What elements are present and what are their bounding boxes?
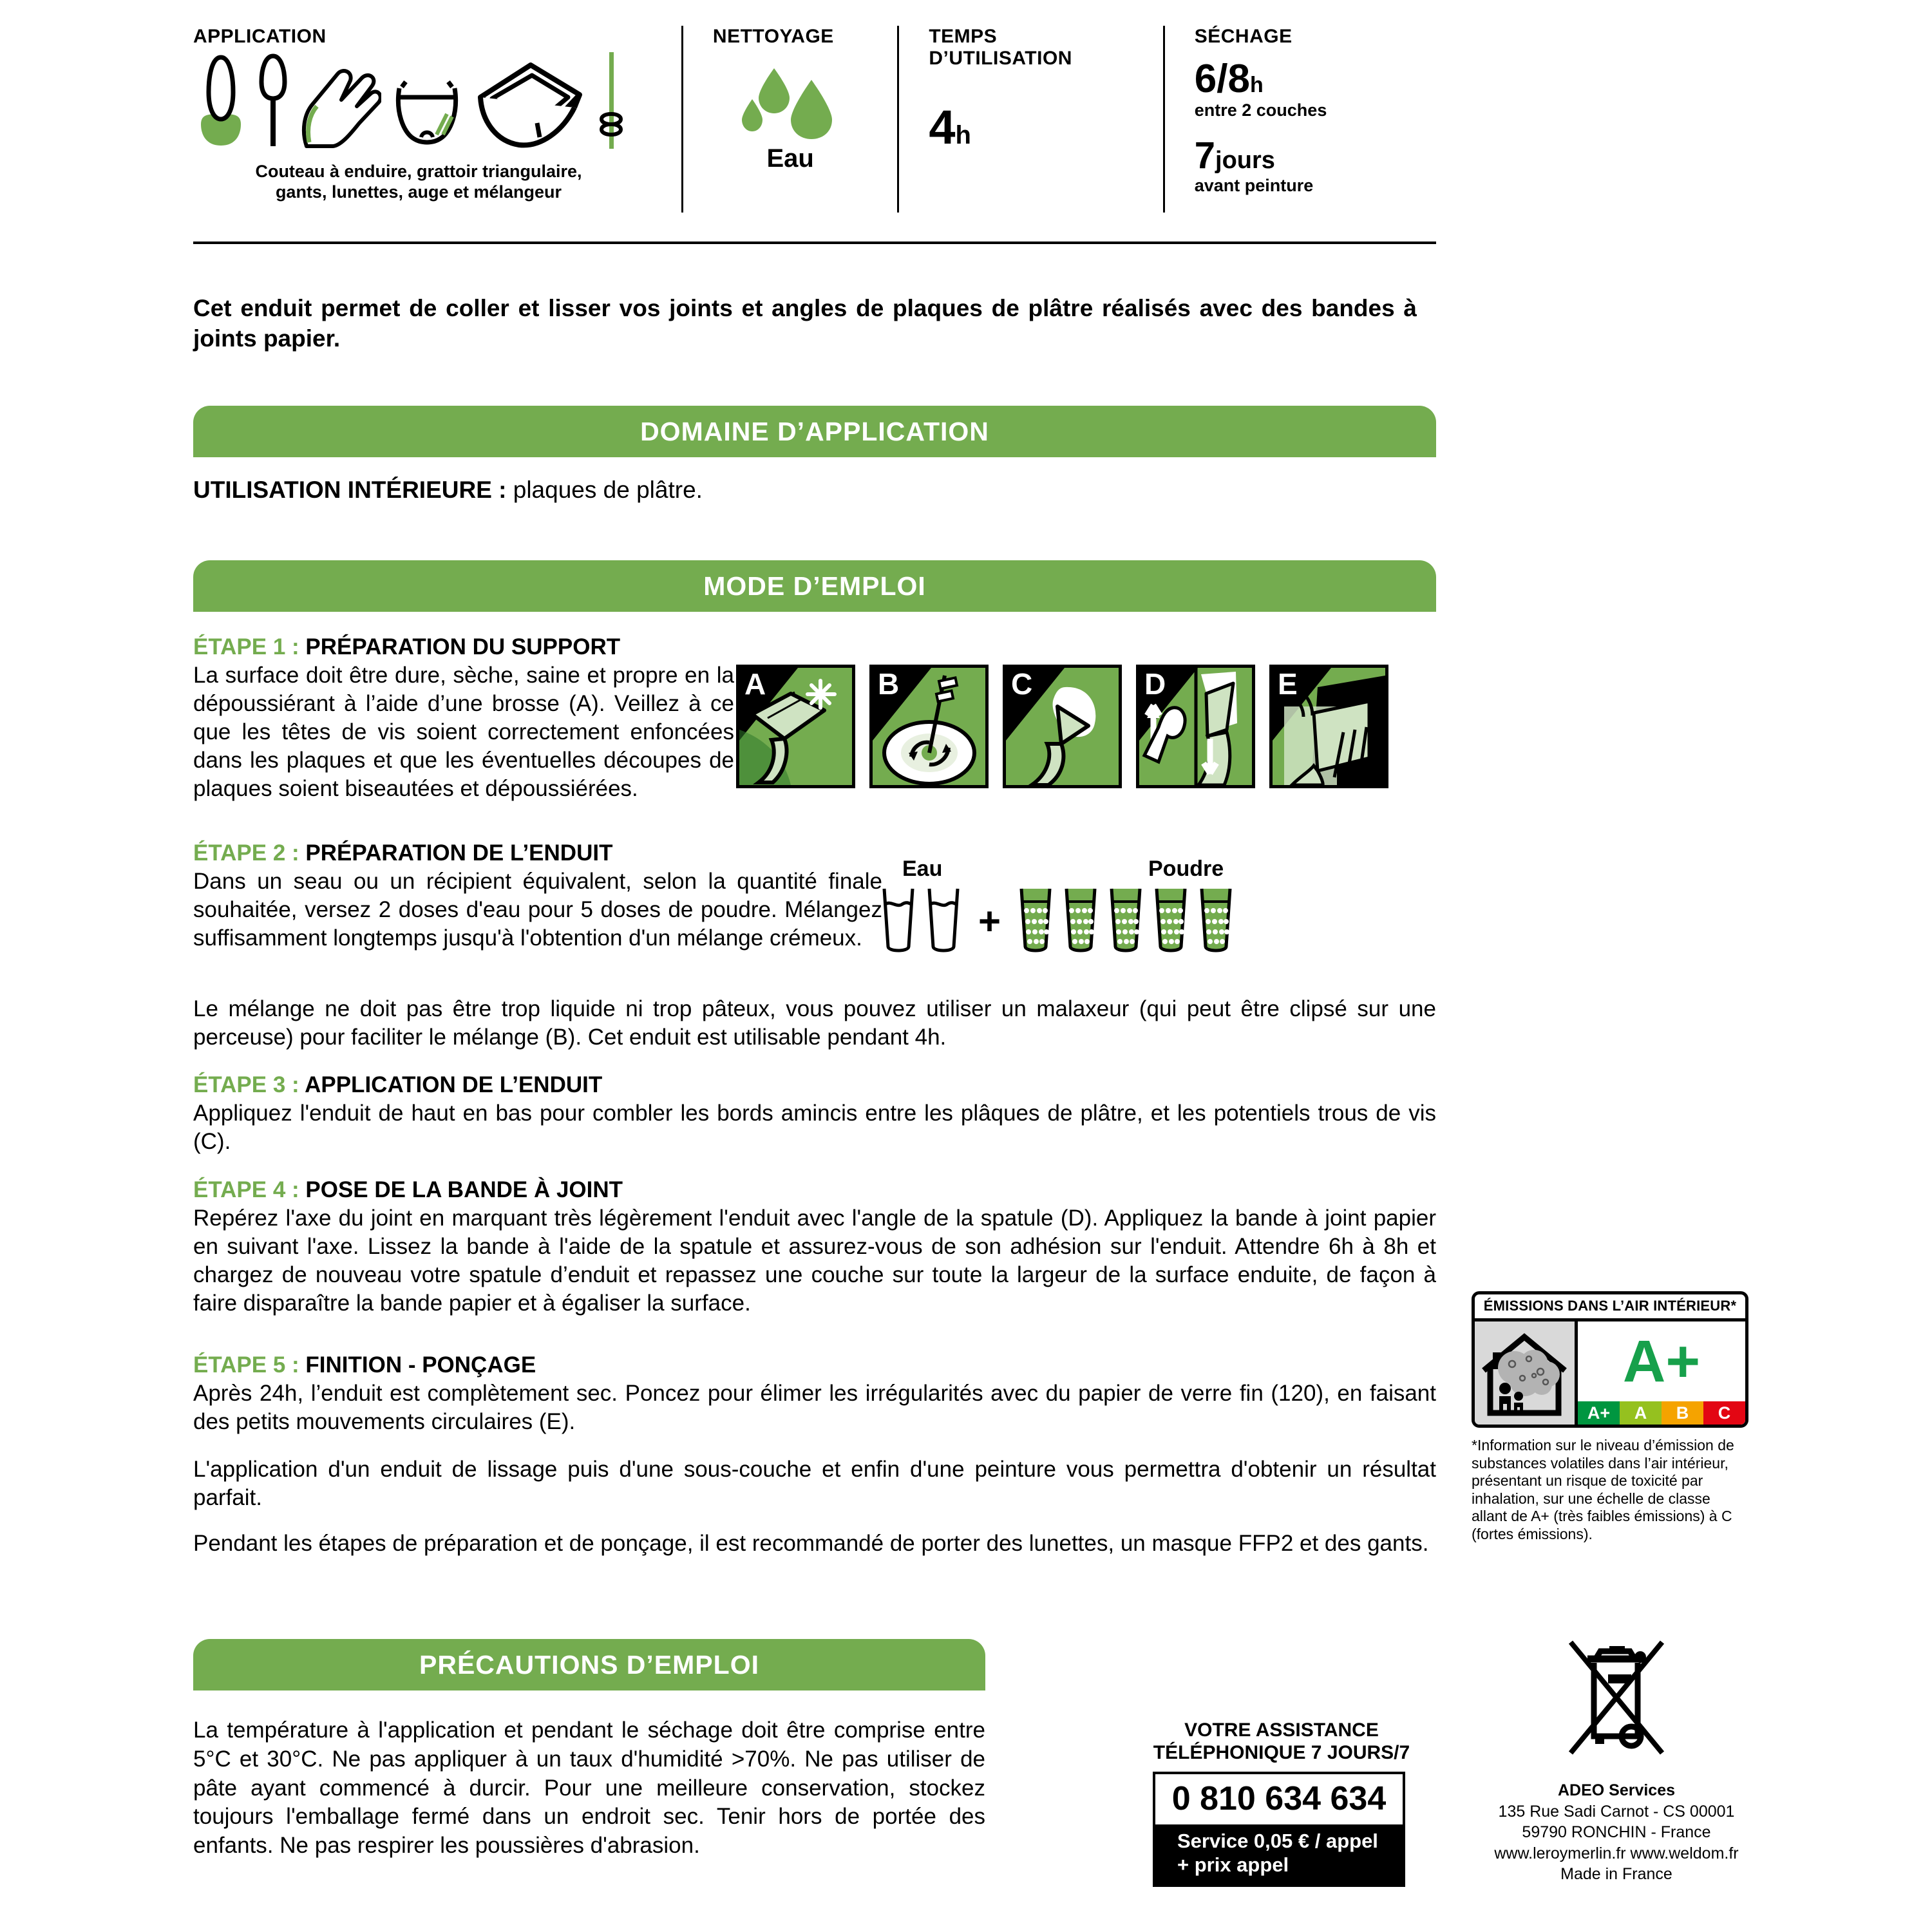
panel-e-letter: E bbox=[1278, 667, 1298, 701]
step-5-title: FINITION - PONÇAGE bbox=[305, 1352, 536, 1378]
assistance-block bbox=[1153, 1719, 1410, 1887]
step-4-number: ÉTAPE 4 : bbox=[193, 1177, 306, 1202]
emissions-grade-area bbox=[1578, 1321, 1745, 1425]
powder-glass-icon bbox=[1061, 885, 1100, 959]
glasses-row bbox=[879, 885, 1235, 959]
mix-powder-label: Poudre bbox=[1148, 857, 1224, 881]
assistance-service-cost bbox=[1155, 1824, 1403, 1884]
company-origin: Made in France bbox=[1560, 1865, 1672, 1883]
panel-d bbox=[1136, 665, 1255, 788]
sechage-value-1 bbox=[1194, 56, 1436, 101]
step-4-text: Repérez l'axe du joint en marquant très légèrement l'enduit avec l'angle de la spatule (D). Appliquez la bande à joint papier en suivant l'axe. Lissez la bande à l'aide de la spatule et assurez-vous de son adhésion sur l'enduit. Attendre 6h à 8h et chargez de nouveau votre spatule d’enduit et repassez une couche sur toute la largeur de la surface enduite, de façon à faire disparaître la bande papier et à égaliser la surface. bbox=[193, 1206, 1436, 1316]
step-5-extra-2 bbox=[193, 1530, 1436, 1558]
sechage-title: SÉCHAGE bbox=[1194, 26, 1293, 47]
assistance-phone-box[interactable] bbox=[1153, 1772, 1405, 1887]
temps-title-line2: D’UTILISATION bbox=[929, 47, 1072, 69]
step-4-heading bbox=[193, 1177, 1436, 1203]
step-2-title: PRÉPARATION DE L’ENDUIT bbox=[305, 840, 613, 866]
header-icon-strip bbox=[193, 26, 1436, 219]
divider bbox=[897, 26, 899, 213]
mixing-tub-icon bbox=[473, 52, 585, 152]
step-1-heading bbox=[193, 634, 734, 660]
divider bbox=[1163, 26, 1165, 213]
temps-title-line1: TEMPS bbox=[929, 26, 998, 47]
panel-c-letter: C bbox=[1011, 667, 1033, 701]
step-2-heading bbox=[193, 840, 882, 866]
putty-knife-icon bbox=[193, 52, 249, 152]
company-block bbox=[1449, 1623, 1784, 1885]
tools-caption-line2: gants, lunettes, auge et mélangeur bbox=[275, 182, 562, 202]
step-4-title: POSE DE LA BANDE À JOINT bbox=[305, 1177, 623, 1202]
sechage-u1: h bbox=[1249, 72, 1264, 97]
step-5-extra-1-paragraph: L'application d'un enduit de lissage puis d'une sous-couche et enfin d'une peinture vous permettra d'obtenir un résultat parfait. bbox=[193, 1457, 1436, 1511]
step-3-title: APPLICATION DE L’ENDUIT bbox=[305, 1072, 603, 1097]
step-1-number: ÉTAPE 1 : bbox=[193, 634, 306, 659]
nettoyage-column bbox=[713, 26, 868, 219]
scale-b: B bbox=[1662, 1401, 1703, 1425]
sechage-value-2 bbox=[1194, 134, 1436, 176]
safety-glasses-icon bbox=[385, 52, 469, 152]
panel-b bbox=[869, 665, 989, 788]
company-address-line1: 135 Rue Sadi Carnot - CS 00001 bbox=[1498, 1802, 1735, 1821]
powder-glass-icon bbox=[1106, 885, 1145, 959]
company-address-line2: 59790 RONCHIN - France bbox=[1522, 1823, 1711, 1841]
step-3-text: Appliquez l'enduit de haut en bas pour combler les bords amincis entre les plâques de plâtre, et les potentiels trous de vis (C). bbox=[193, 1101, 1436, 1155]
scale-a-plus: A+ bbox=[1578, 1401, 1620, 1425]
tools-caption bbox=[193, 161, 644, 203]
crossed-wheelie-bin-icon bbox=[1449, 1623, 1784, 1771]
assistance-cost-line2: + prix appel bbox=[1177, 1853, 1289, 1876]
tools-icon-row bbox=[193, 55, 652, 152]
mixing-ratio-diagram bbox=[879, 857, 1388, 979]
banner-precautions-emploi: PRÉCAUTIONS D’EMPLOI bbox=[193, 1639, 985, 1690]
tools-caption-line1: Couteau à enduire, grattoir triangulaire, bbox=[255, 161, 582, 181]
step-3 bbox=[193, 1072, 1436, 1156]
step-5 bbox=[193, 1352, 1436, 1436]
company-websites[interactable]: www.leroymerlin.fr www.weldom.fr bbox=[1494, 1844, 1739, 1862]
step-1-text: La surface doit être dure, sèche, saine et propre en la dépoussiérant à l’aide d’une brosse (A). Veillez à ce que les têtes de vis soient correctement enfoncées dans les plaques et que les éventuelles découpes de plaques soient biseautées et dépoussiérées. bbox=[193, 663, 734, 802]
step-2-extra-paragraph: Le mélange ne doit pas être trop liquide ni trop pâteux, vous pouvez utiliser un malaxeur (qui peut être clipsé sur une perceuse) pour faciliter le mélange (B). Cet enduit est utilisable pendant 4h. bbox=[193, 996, 1436, 1050]
step-2-number: ÉTAPE 2 : bbox=[193, 840, 306, 866]
scale-a: A bbox=[1620, 1401, 1662, 1425]
step-5-extra-1 bbox=[193, 1455, 1436, 1512]
panel-a-letter: A bbox=[744, 667, 766, 701]
panel-b-letter: B bbox=[878, 667, 900, 701]
step-2-text: Dans un seau ou un récipient équivalent, selon la quantité finale souhaitée, versez 2 doses d'eau pour 5 doses de poudre. Mélangez suffisamment longtemps jusqu'à l'obtention d'un mélange crémeux. bbox=[193, 869, 882, 951]
temps-utilisation-title bbox=[929, 26, 1133, 69]
scale-c: C bbox=[1703, 1401, 1745, 1425]
assistance-title-line2: TÉLÉPHONIQUE 7 JOURS/7 bbox=[1153, 1741, 1410, 1763]
assistance-title-line1: VOTRE ASSISTANCE bbox=[1184, 1719, 1379, 1741]
sechage-sub-1: entre 2 couches bbox=[1194, 100, 1327, 120]
banner-domaine-application: DOMAINE D’APPLICATION bbox=[193, 406, 1436, 457]
mix-water-label: Eau bbox=[902, 857, 943, 881]
step-3-number: ÉTAPE 3 : bbox=[193, 1072, 305, 1097]
step-1-title: PRÉPARATION DU SUPPORT bbox=[305, 634, 621, 659]
triangular-scraper-icon bbox=[252, 52, 294, 152]
water-glass-icon bbox=[924, 885, 963, 959]
application-title: APPLICATION bbox=[193, 26, 327, 47]
house-dust-family-icon bbox=[1475, 1321, 1578, 1425]
nettoyage-title: NETTOYAGE bbox=[712, 26, 834, 47]
panel-a bbox=[736, 665, 855, 788]
step-3-heading bbox=[193, 1072, 1436, 1098]
assistance-cost-line1: Service 0,05 € / appel bbox=[1177, 1830, 1378, 1852]
emissions-card bbox=[1472, 1291, 1748, 1428]
temps-value: 4 bbox=[929, 100, 956, 155]
powder-glass-icon bbox=[1197, 885, 1235, 959]
illustration-panels bbox=[736, 665, 1388, 788]
application-column bbox=[193, 26, 652, 219]
divider bbox=[681, 26, 683, 213]
temps-unit: h bbox=[955, 121, 971, 150]
emissions-scale bbox=[1578, 1401, 1745, 1425]
step-5-heading bbox=[193, 1352, 1436, 1378]
plus-sign: + bbox=[978, 900, 1001, 943]
step-1 bbox=[193, 634, 734, 803]
step-5-extra-2-paragraph: Pendant les étapes de préparation et de ponçage, il est recommandé de porter des lunettes, un masque FFP2 et des gants. bbox=[193, 1531, 1429, 1556]
gloves-icon bbox=[298, 52, 381, 152]
step-2 bbox=[193, 840, 882, 952]
step-2-extra-text bbox=[193, 995, 1436, 1052]
precautions-text: La température à l'application et pendant le séchage doit être comprise entre 5°C et 30°C. Ne pas appliquer à un taux d'humidité >70%. Ne pas utiliser de pâte ayant commencé à durcir. Pour une meilleure conservation, stockez toujours l'emballage fermé dans un endroit sec. Tenir hors de portée des enfants. Ne pas respirer les poussières d'abrasion. bbox=[193, 1718, 985, 1859]
utilisation-label: UTILISATION INTÉRIEURE : bbox=[193, 477, 507, 503]
step-4 bbox=[193, 1177, 1436, 1318]
sechage-v1: 6/8 bbox=[1194, 56, 1250, 101]
sechage-column bbox=[1195, 26, 1436, 219]
header-separator-rule bbox=[193, 242, 1436, 244]
water-drops-icon bbox=[713, 63, 868, 140]
utilisation-interieure bbox=[193, 477, 703, 504]
step-5-number: ÉTAPE 5 : bbox=[193, 1352, 306, 1378]
water-glass-icon bbox=[879, 885, 918, 959]
temps-utilisation-column bbox=[929, 26, 1133, 219]
powder-glass-icon bbox=[1016, 885, 1055, 959]
banner-mode-emploi: MODE D’EMPLOI bbox=[193, 560, 1436, 612]
utilisation-value: plaques de plâtre. bbox=[506, 477, 703, 503]
indoor-air-emissions-label bbox=[1472, 1291, 1748, 1544]
panel-e bbox=[1269, 665, 1388, 788]
emissions-note: *Information sur le niveau d’émission de substances volatiles dans l’air intérieur, présentant un risque de toxicité par inhalation, sur une échelle de classe allant de A+ (très faibles émissions) à C (fortes émissions). bbox=[1472, 1437, 1734, 1542]
panel-c bbox=[1003, 665, 1122, 788]
sechage-sub-2: avant peinture bbox=[1194, 175, 1314, 195]
nettoyage-value: Eau bbox=[766, 144, 814, 173]
temps-utilisation-value bbox=[929, 100, 1133, 155]
mixer-paddle-icon bbox=[589, 52, 634, 152]
company-name: ADEO Services bbox=[1557, 1781, 1676, 1799]
emissions-body bbox=[1475, 1321, 1745, 1425]
sechage-u2: jours bbox=[1215, 146, 1275, 174]
panel-d-letter: D bbox=[1144, 667, 1166, 701]
assistance-title bbox=[1153, 1719, 1410, 1764]
emissions-grade: A+ bbox=[1622, 1329, 1701, 1394]
sechage-v2: 7 bbox=[1194, 134, 1216, 176]
assistance-phone-number[interactable]: 0 810 634 634 bbox=[1155, 1774, 1403, 1824]
step-5-text: Après 24h, l’enduit est complètement sec. Poncez pour élimer les irrégularités avec du papier de verre fin (120), en faisant des petits mouvements circulaires (E). bbox=[193, 1381, 1436, 1435]
emissions-header: ÉMISSIONS DANS L’AIR INTÉRIEUR* bbox=[1475, 1294, 1745, 1321]
company-info bbox=[1449, 1780, 1784, 1885]
intro-text: Cet enduit permet de coller et lisser vos joints et angles de plaques de plâtre réalisés avec des bandes à joints papier. bbox=[193, 295, 1417, 352]
powder-glass-icon bbox=[1151, 885, 1190, 959]
